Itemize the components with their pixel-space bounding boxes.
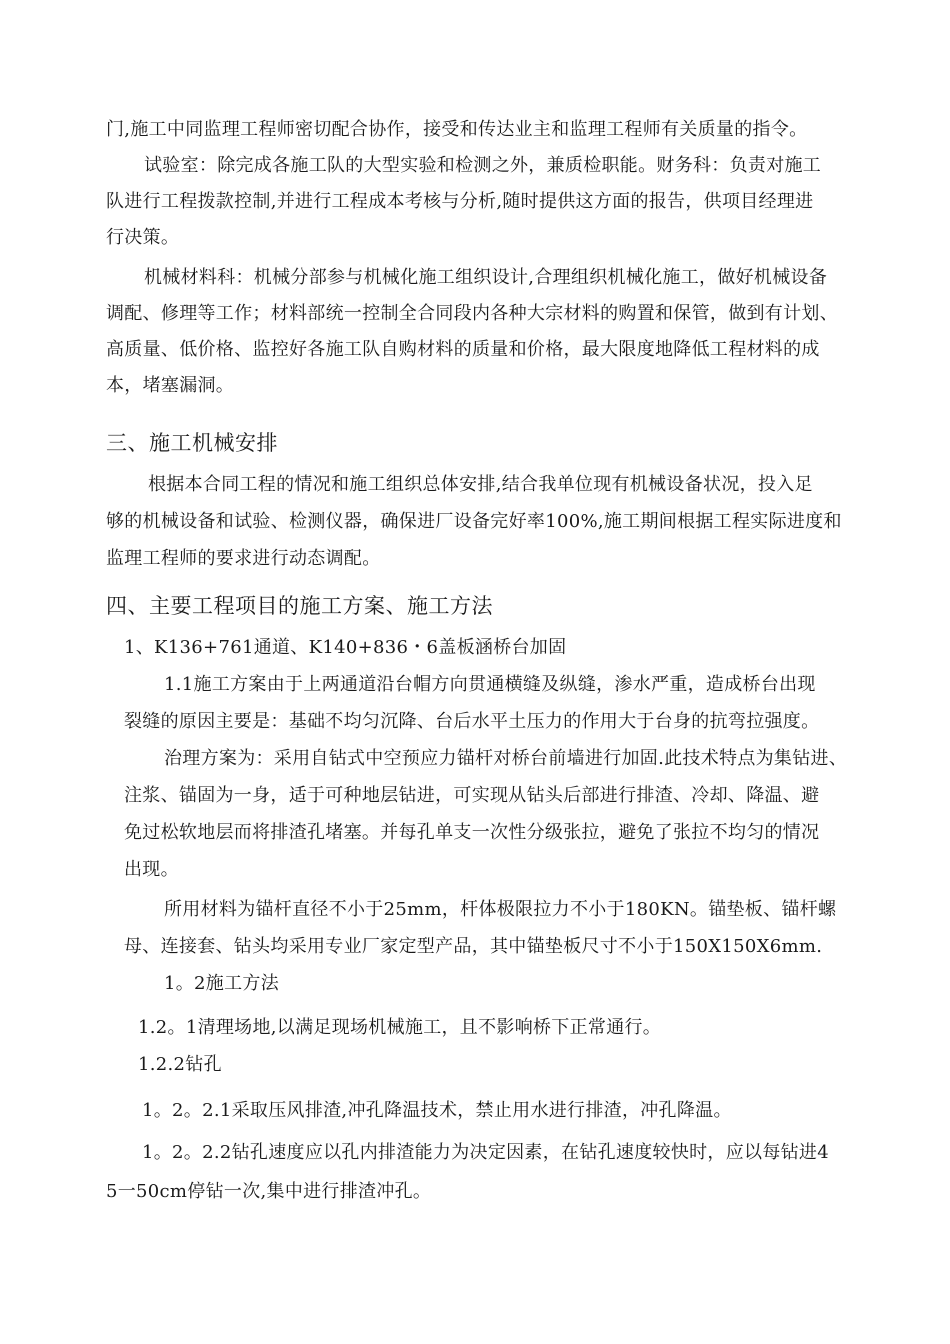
paragraph-line: 机械材料科：机械分部参与机械化施工组织设计,合理组织机械化施工，做好机械设备 bbox=[144, 267, 828, 288]
subsection-heading: 1。2施工方法 bbox=[164, 973, 280, 994]
paragraph-line: 免过松软地层而将排渣孔堵塞。并每孔单支一次性分级张拉，避免了张拉不均匀的情况 bbox=[124, 822, 820, 843]
paragraph-line: 门,施工中同监理工程师密切配合协作，接受和传达业主和监理工程师有关质量的指令。 bbox=[106, 119, 808, 140]
paragraph-line: 注浆、锚固为一身，适于可种地层钻进，可实现从钻头后部进行排渣、冷却、降温、避 bbox=[124, 785, 820, 806]
paragraph-line: 调配、修理等工作；材料部统一控制全合同段内各种大宗材料的购置和保管，做到有计划、 bbox=[106, 303, 838, 324]
paragraph-line: 所用材料为锚杆直径不小于25mm，杆体极限拉力不小于180KN。锚垫板、锚杆螺 bbox=[164, 899, 837, 920]
paragraph-line: 1。2。2.2钻孔速度应以孔内排渣能力为决定因素，在钻孔速度较快时，应以每钻进4 bbox=[142, 1142, 829, 1163]
paragraph-line: 高质量、低价格、监控好各施工队自购材料的质量和价格，最大限度地降低工程材料的成 bbox=[106, 339, 820, 360]
section-heading: 四、主要工程项目的施工方案、施工方法 bbox=[106, 594, 493, 618]
section-heading: 三、施工机械安排 bbox=[106, 431, 278, 455]
paragraph-line: 1。2。2.1采取压风排渣,冲孔降温技术，禁止用水进行排渣，冲孔降温。 bbox=[142, 1100, 732, 1121]
paragraph-line: 本，堵塞漏洞。 bbox=[106, 375, 235, 396]
paragraph-line: 5一50cm停钻一次,集中进行排渣冲孔。 bbox=[106, 1181, 432, 1202]
paragraph-line: 行决策。 bbox=[106, 227, 180, 248]
subsection-heading: 1.2.2钻孔 bbox=[138, 1054, 222, 1075]
paragraph-line: 试验室：除完成各施工队的大型实验和检测之外，兼质检职能。财务科：负责对施工 bbox=[144, 155, 822, 176]
paragraph-line: 出现。 bbox=[124, 859, 179, 880]
paragraph-line: 1.2。1清理场地,以满足现场机械施工，且不影响桥下正常通行。 bbox=[138, 1017, 662, 1038]
paragraph-line: 治理方案为：采用自钻式中空预应力锚杆对桥台前墙进行加固.此技术特点为集钻进、 bbox=[164, 748, 848, 769]
paragraph-line: 够的机械设备和试验、检测仪器，确保进厂设备完好率100%,施工期间根据工程实际进度和 bbox=[106, 511, 842, 532]
paragraph-line: 1.1施工方案由于上两通道沿台帽方向贯通横缝及纵缝，渗水严重，造成桥台出现 bbox=[164, 674, 816, 695]
paragraph-line: 根据本合同工程的情况和施工组织总体安排,结合我单位现有机械设备状况，投入足 bbox=[148, 474, 813, 495]
paragraph-line: 裂缝的原因主要是：基础不均匀沉降、台后水平土压力的作用大于台身的抗弯拉强度。 bbox=[124, 711, 820, 732]
paragraph-line: 队进行工程拨款控制,并进行工程成本考核与分析,随时提供这方面的报告，供项目经理进 bbox=[106, 191, 814, 212]
subsection-heading: 1、K136+761通道、K140+836・6盖板涵桥台加固 bbox=[124, 637, 567, 658]
paragraph-line: 母、连接套、钻头均采用专业厂家定型产品，其中锚垫板尺寸不小于150X150X6mm. bbox=[124, 936, 823, 957]
paragraph-line: 监理工程师的要求进行动态调配。 bbox=[106, 548, 381, 569]
